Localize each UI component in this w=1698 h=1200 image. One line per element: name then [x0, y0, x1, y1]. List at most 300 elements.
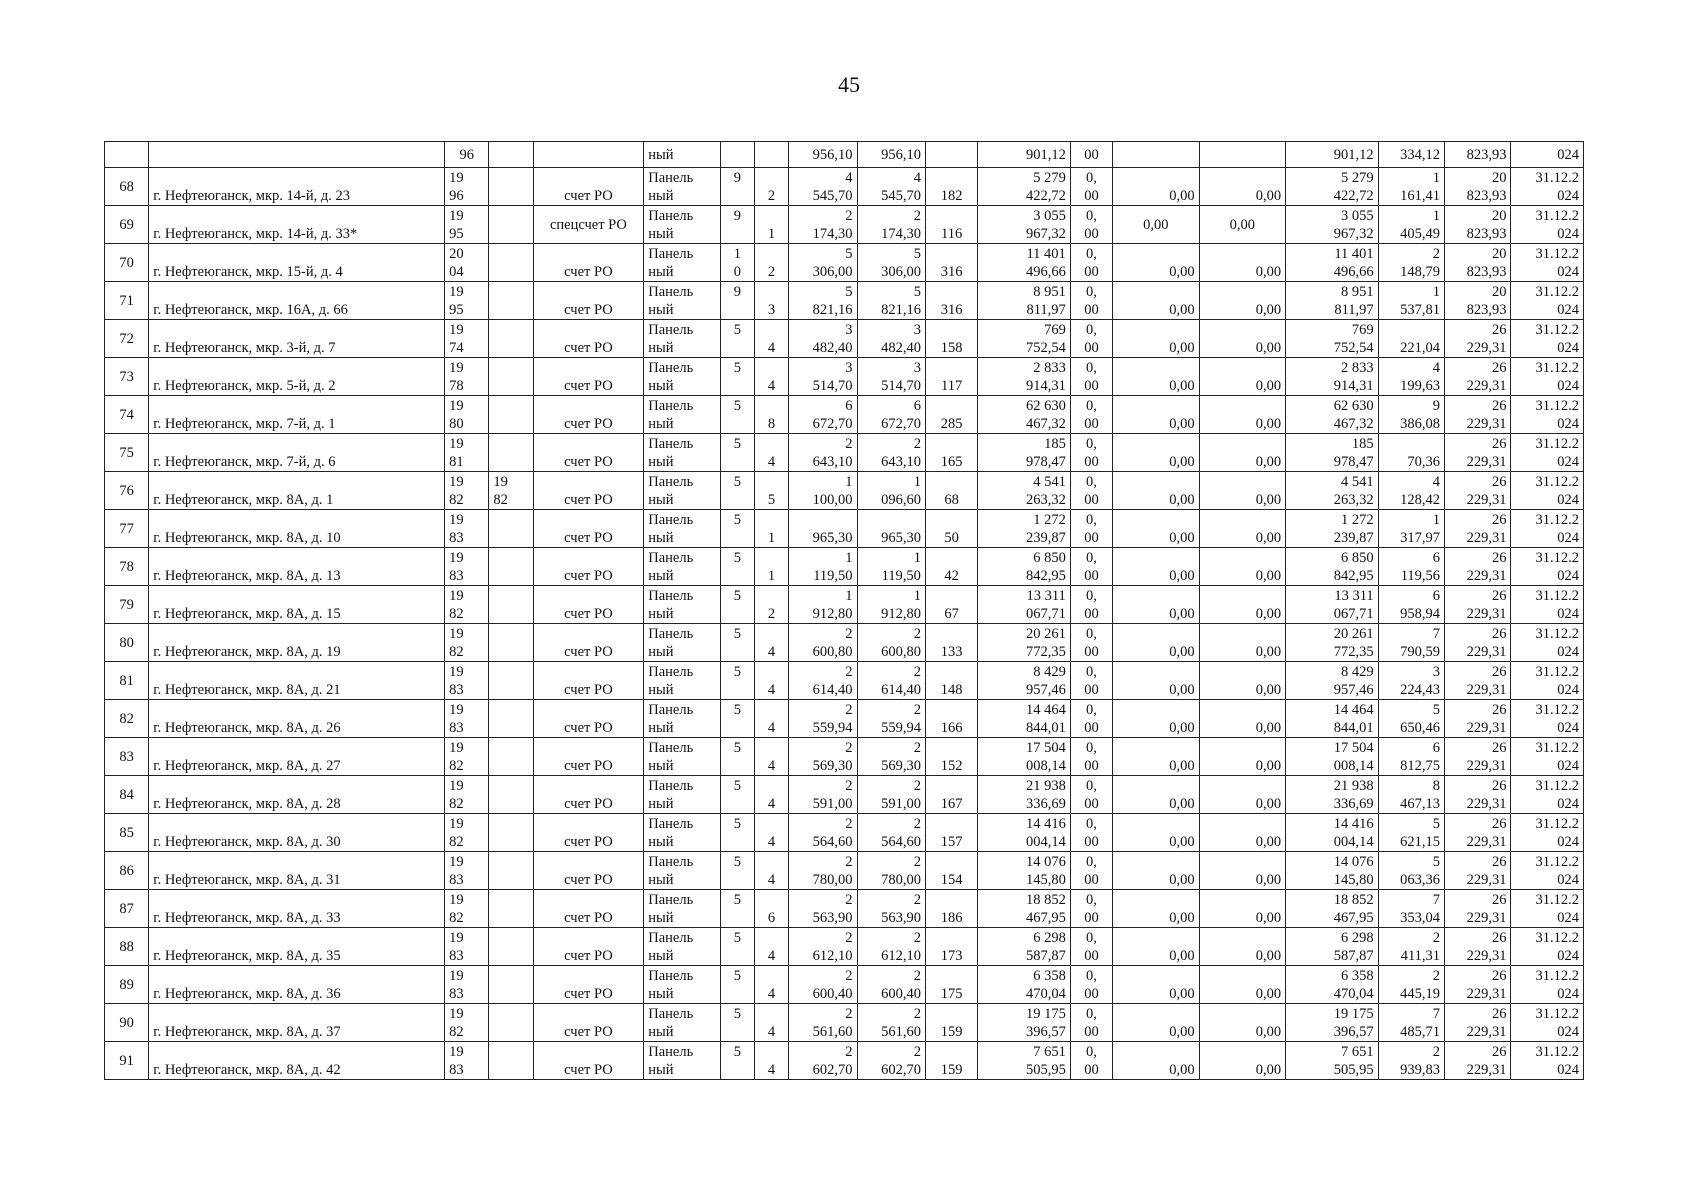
premises-area: 2 174,30	[857, 206, 925, 244]
municipal-funds: 0,00	[1199, 548, 1286, 586]
max-unit-cost: 20 823,93	[1445, 206, 1511, 244]
completion-date: 31.12.2 024	[1511, 282, 1584, 320]
commissioning-year	[489, 662, 533, 700]
table-row	[105, 510, 1584, 548]
federal-funds: 0, 00	[1070, 320, 1112, 358]
entrances-count: 4	[754, 738, 788, 776]
municipal-funds: 0,00	[1199, 434, 1286, 472]
completion-date: 31.12.2 024	[1511, 358, 1584, 396]
wall-material: Панель ный	[644, 738, 720, 776]
continuation-cell	[925, 142, 977, 168]
fund-account-type: счет РО	[533, 1004, 644, 1042]
max-unit-cost: 26 229,31	[1445, 358, 1511, 396]
building-address: г. Нефтеюганск, мкр. 8А, д. 1	[149, 472, 445, 510]
construction-year: 19 82	[445, 890, 489, 928]
owners-funds: 62 630 467,32	[1286, 396, 1379, 434]
row-number: 84	[105, 776, 149, 814]
regional-funds: 0,00	[1113, 776, 1200, 814]
commissioning-year	[489, 966, 533, 1004]
federal-funds: 0, 00	[1070, 928, 1112, 966]
construction-year: 20 04	[445, 244, 489, 282]
owners-funds: 769 752,54	[1286, 320, 1379, 358]
construction-year: 19 83	[445, 1042, 489, 1080]
wall-material: Панель ный	[644, 434, 720, 472]
total-cost: 5 279 422,72	[978, 168, 1071, 206]
wall-material: Панель ный	[644, 586, 720, 624]
construction-year: 19 83	[445, 662, 489, 700]
unit-cost: 1 537,81	[1378, 282, 1444, 320]
total-cost: 14 464 844,01	[978, 700, 1071, 738]
premises-area: 5 821,16	[857, 282, 925, 320]
building-address: г. Нефтеюганск, мкр. 8А, д. 10	[149, 510, 445, 548]
unit-cost: 1 161,41	[1378, 168, 1444, 206]
building-address: г. Нефтеюганск, мкр. 8А, д. 33	[149, 890, 445, 928]
municipal-funds: 0,00	[1199, 396, 1286, 434]
entrances-count: 4	[754, 1004, 788, 1042]
unit-cost: 221,04	[1378, 320, 1444, 358]
total-cost: 14 416 004,14	[978, 814, 1071, 852]
commissioning-year	[489, 510, 533, 548]
fund-account-type: счет РО	[533, 890, 644, 928]
floors-count: 5	[720, 700, 754, 738]
completion-date: 31.12.2 024	[1511, 852, 1584, 890]
municipal-funds: 0,00	[1199, 358, 1286, 396]
floors-count: 5	[720, 776, 754, 814]
municipal-funds: 0,00	[1199, 966, 1286, 1004]
fund-account-type: счет РО	[533, 396, 644, 434]
total-area: 2 591,00	[789, 776, 857, 814]
federal-funds: 0, 00	[1070, 852, 1112, 890]
row-number: 69	[105, 206, 149, 244]
premises-area: 2 643,10	[857, 434, 925, 472]
total-area: 2 600,80	[789, 624, 857, 662]
floors-count: 9	[720, 282, 754, 320]
regional-funds: 0,00	[1113, 928, 1200, 966]
wall-material: Панель ный	[644, 662, 720, 700]
commissioning-year	[489, 624, 533, 662]
floors-count: 5	[720, 662, 754, 700]
page-number: 45	[838, 72, 860, 97]
premises-area: 1 119,50	[857, 548, 925, 586]
residents-count: 117	[925, 358, 977, 396]
unit-cost: 6 958,94	[1378, 586, 1444, 624]
owners-funds: 6 850 842,95	[1286, 548, 1379, 586]
residents-count: 42	[925, 548, 977, 586]
building-address: г. Нефтеюганск, мкр. 8А, д. 37	[149, 1004, 445, 1042]
table-row	[105, 244, 1584, 282]
commissioning-year	[489, 548, 533, 586]
max-unit-cost: 26 229,31	[1445, 852, 1511, 890]
fund-account-type: счет РО	[533, 852, 644, 890]
row-number: 85	[105, 814, 149, 852]
residents-count: 67	[925, 586, 977, 624]
owners-funds: 19 175 396,57	[1286, 1004, 1379, 1042]
residents-count: 316	[925, 244, 977, 282]
continuation-cell	[105, 142, 149, 168]
entrances-count: 4	[754, 1042, 788, 1080]
construction-year: 19 82	[445, 814, 489, 852]
wall-material: Панель ный	[644, 700, 720, 738]
total-area: 965,30	[789, 510, 857, 548]
premises-area: 3 482,40	[857, 320, 925, 358]
row-number: 80	[105, 624, 149, 662]
residents-count: 175	[925, 966, 977, 1004]
row-number: 81	[105, 662, 149, 700]
fund-account-type: счет РО	[533, 738, 644, 776]
fund-account-type: счет РО	[533, 510, 644, 548]
entrances-count: 4	[754, 814, 788, 852]
completion-date: 31.12.2 024	[1511, 244, 1584, 282]
regional-funds: 0,00	[1113, 282, 1200, 320]
building-address: г. Нефтеюганск, мкр. 8А, д. 28	[149, 776, 445, 814]
wall-material: Панель ный	[644, 548, 720, 586]
regional-funds: 0,00	[1113, 814, 1200, 852]
max-unit-cost: 26 229,31	[1445, 1004, 1511, 1042]
unit-cost: 2 411,31	[1378, 928, 1444, 966]
floors-count: 5	[720, 852, 754, 890]
wall-material: Панель ный	[644, 206, 720, 244]
wall-material: Панель ный	[644, 168, 720, 206]
total-area: 2 602,70	[789, 1042, 857, 1080]
completion-date: 31.12.2 024	[1511, 168, 1584, 206]
commissioning-year: 19 82	[489, 472, 533, 510]
construction-year: 19 81	[445, 434, 489, 472]
municipal-funds: 0,00	[1199, 586, 1286, 624]
max-unit-cost: 20 823,93	[1445, 168, 1511, 206]
owners-funds: 2 833 914,31	[1286, 358, 1379, 396]
entrances-count: 1	[754, 206, 788, 244]
completion-date: 31.12.2 024	[1511, 738, 1584, 776]
total-cost: 4 541 263,32	[978, 472, 1071, 510]
continuation-cell: 901,12	[1286, 142, 1379, 168]
continuation-cell: 00	[1070, 142, 1112, 168]
total-area: 2 643,10	[789, 434, 857, 472]
continuation-cell	[754, 142, 788, 168]
unit-cost: 5 621,15	[1378, 814, 1444, 852]
entrances-count: 4	[754, 434, 788, 472]
row-number: 78	[105, 548, 149, 586]
table-row	[105, 814, 1584, 852]
floors-count: 5	[720, 928, 754, 966]
total-cost: 3 055 967,32	[978, 206, 1071, 244]
regional-funds: 0,00	[1113, 852, 1200, 890]
fund-account-type: счет РО	[533, 472, 644, 510]
building-address: г. Нефтеюганск, мкр. 7-й, д. 6	[149, 434, 445, 472]
premises-area: 4 545,70	[857, 168, 925, 206]
building-address: г. Нефтеюганск, мкр. 16А, д. 66	[149, 282, 445, 320]
max-unit-cost: 26 229,31	[1445, 814, 1511, 852]
total-area: 6 672,70	[789, 396, 857, 434]
row-number: 75	[105, 434, 149, 472]
table-row	[105, 624, 1584, 662]
wall-material: Панель ный	[644, 624, 720, 662]
unit-cost: 1 405,49	[1378, 206, 1444, 244]
commissioning-year	[489, 168, 533, 206]
table-row	[105, 966, 1584, 1004]
fund-account-type: счет РО	[533, 320, 644, 358]
max-unit-cost: 26 229,31	[1445, 434, 1511, 472]
row-number: 74	[105, 396, 149, 434]
premises-area: 2 591,00	[857, 776, 925, 814]
residents-count: 316	[925, 282, 977, 320]
residents-count: 186	[925, 890, 977, 928]
commissioning-year	[489, 282, 533, 320]
table-row	[105, 662, 1584, 700]
municipal-funds: 0,00	[1199, 852, 1286, 890]
regional-funds: 0,00	[1113, 1042, 1200, 1080]
federal-funds: 0, 00	[1070, 434, 1112, 472]
floors-count: 9	[720, 168, 754, 206]
building-address: г. Нефтеюганск, мкр. 8А, д. 36	[149, 966, 445, 1004]
unit-cost: 9 386,08	[1378, 396, 1444, 434]
federal-funds: 0, 00	[1070, 206, 1112, 244]
commissioning-year	[489, 434, 533, 472]
residents-count: 133	[925, 624, 977, 662]
building-address: г. Нефтеюганск, мкр. 14-й, д. 23	[149, 168, 445, 206]
fund-account-type: счет РО	[533, 700, 644, 738]
completion-date: 31.12.2 024	[1511, 1004, 1584, 1042]
entrances-count: 1	[754, 548, 788, 586]
construction-year: 19 83	[445, 510, 489, 548]
table-row	[105, 700, 1584, 738]
residents-count: 167	[925, 776, 977, 814]
construction-year: 19 83	[445, 852, 489, 890]
building-address: г. Нефтеюганск, мкр. 3-й, д. 7	[149, 320, 445, 358]
municipal-funds: 0,00	[1199, 890, 1286, 928]
municipal-funds: 0,00	[1199, 776, 1286, 814]
premises-area: 2 600,80	[857, 624, 925, 662]
row-number: 70	[105, 244, 149, 282]
premises-area: 2 561,60	[857, 1004, 925, 1042]
residents-count: 50	[925, 510, 977, 548]
row-number: 88	[105, 928, 149, 966]
max-unit-cost: 26 229,31	[1445, 738, 1511, 776]
commissioning-year	[489, 320, 533, 358]
premises-area: 6 672,70	[857, 396, 925, 434]
entrances-count: 4	[754, 358, 788, 396]
unit-cost: 5 063,36	[1378, 852, 1444, 890]
wall-material: Панель ный	[644, 852, 720, 890]
federal-funds: 0, 00	[1070, 472, 1112, 510]
municipal-funds: 0,00	[1199, 206, 1286, 244]
max-unit-cost: 26 229,31	[1445, 1042, 1511, 1080]
unit-cost: 7 790,59	[1378, 624, 1444, 662]
federal-funds: 0, 00	[1070, 244, 1112, 282]
total-area: 1 100,00	[789, 472, 857, 510]
total-area: 2 614,40	[789, 662, 857, 700]
row-number: 71	[105, 282, 149, 320]
completion-date: 31.12.2 024	[1511, 548, 1584, 586]
total-cost: 11 401 496,66	[978, 244, 1071, 282]
floors-count: 5	[720, 320, 754, 358]
premises-area: 1 912,80	[857, 586, 925, 624]
regional-funds: 0,00	[1113, 472, 1200, 510]
completion-date: 31.12.2 024	[1511, 662, 1584, 700]
premises-area: 2 600,40	[857, 966, 925, 1004]
construction-year: 19 78	[445, 358, 489, 396]
commissioning-year	[489, 890, 533, 928]
total-cost: 6 298 587,87	[978, 928, 1071, 966]
building-address: г. Нефтеюганск, мкр. 8А, д. 30	[149, 814, 445, 852]
max-unit-cost: 26 229,31	[1445, 510, 1511, 548]
premises-area: 5 306,00	[857, 244, 925, 282]
owners-funds: 5 279 422,72	[1286, 168, 1379, 206]
regional-funds: 0,00	[1113, 700, 1200, 738]
wall-material: Панель ный	[644, 890, 720, 928]
regional-funds: 0,00	[1113, 510, 1200, 548]
fund-account-type: счет РО	[533, 776, 644, 814]
unit-cost: 8 467,13	[1378, 776, 1444, 814]
table-row	[105, 1042, 1584, 1080]
building-address: г. Нефтеюганск, мкр. 7-й, д. 1	[149, 396, 445, 434]
total-area: 2 559,94	[789, 700, 857, 738]
total-area: 2 780,00	[789, 852, 857, 890]
wall-material: Панель ный	[644, 1004, 720, 1042]
housing-registry-table	[104, 141, 1584, 1080]
regional-funds: 0,00	[1113, 434, 1200, 472]
total-cost: 14 076 145,80	[978, 852, 1071, 890]
entrances-count: 8	[754, 396, 788, 434]
premises-area: 2 563,90	[857, 890, 925, 928]
wall-material: Панель ный	[644, 320, 720, 358]
floors-count: 5	[720, 1004, 754, 1042]
table-row	[105, 548, 1584, 586]
federal-funds: 0, 00	[1070, 1042, 1112, 1080]
construction-year: 19 83	[445, 700, 489, 738]
wall-material: Панель ный	[644, 1042, 720, 1080]
floors-count: 5	[720, 358, 754, 396]
wall-material: Панель ный	[644, 472, 720, 510]
unit-cost: 7 353,04	[1378, 890, 1444, 928]
entrances-count: 2	[754, 586, 788, 624]
municipal-funds: 0,00	[1199, 738, 1286, 776]
commissioning-year	[489, 244, 533, 282]
completion-date: 31.12.2 024	[1511, 776, 1584, 814]
floors-count: 5	[720, 890, 754, 928]
total-area: 2 569,30	[789, 738, 857, 776]
owners-funds: 20 261 772,35	[1286, 624, 1379, 662]
total-cost: 19 175 396,57	[978, 1004, 1071, 1042]
max-unit-cost: 20 823,93	[1445, 244, 1511, 282]
floors-count: 5	[720, 586, 754, 624]
commissioning-year	[489, 928, 533, 966]
building-address: г. Нефтеюганск, мкр. 5-й, д. 2	[149, 358, 445, 396]
premises-area: 1 096,60	[857, 472, 925, 510]
max-unit-cost: 26 229,31	[1445, 472, 1511, 510]
municipal-funds: 0,00	[1199, 244, 1286, 282]
municipal-funds: 0,00	[1199, 510, 1286, 548]
unit-cost: 6 119,56	[1378, 548, 1444, 586]
fund-account-type: счет РО	[533, 282, 644, 320]
completion-date: 31.12.2 024	[1511, 472, 1584, 510]
total-cost: 8 429 957,46	[978, 662, 1071, 700]
completion-date: 31.12.2 024	[1511, 206, 1584, 244]
residents-count: 182	[925, 168, 977, 206]
completion-date: 31.12.2 024	[1511, 320, 1584, 358]
continuation-cell: 823,93	[1445, 142, 1511, 168]
municipal-funds: 0,00	[1199, 662, 1286, 700]
total-cost: 13 311 067,71	[978, 586, 1071, 624]
max-unit-cost: 26 229,31	[1445, 548, 1511, 586]
municipal-funds: 0,00	[1199, 1004, 1286, 1042]
continuation-cell: 334,12	[1378, 142, 1444, 168]
row-number: 91	[105, 1042, 149, 1080]
regional-funds: 0,00	[1113, 586, 1200, 624]
municipal-funds: 0,00	[1199, 282, 1286, 320]
owners-funds: 14 416 004,14	[1286, 814, 1379, 852]
unit-cost: 2 939,83	[1378, 1042, 1444, 1080]
floors-count: 1 0	[720, 244, 754, 282]
residents-count: 154	[925, 852, 977, 890]
federal-funds: 0, 00	[1070, 662, 1112, 700]
unit-cost: 6 812,75	[1378, 738, 1444, 776]
residents-count: 152	[925, 738, 977, 776]
floors-count: 9	[720, 206, 754, 244]
unit-cost: 7 485,71	[1378, 1004, 1444, 1042]
regional-funds: 0,00	[1113, 548, 1200, 586]
wall-material: Панель ный	[644, 396, 720, 434]
construction-year: 19 82	[445, 1004, 489, 1042]
completion-date: 31.12.2 024	[1511, 510, 1584, 548]
completion-date: 31.12.2 024	[1511, 966, 1584, 1004]
entrances-count: 1	[754, 510, 788, 548]
row-number: 83	[105, 738, 149, 776]
commissioning-year	[489, 586, 533, 624]
unit-cost: 3 224,43	[1378, 662, 1444, 700]
floors-count: 5	[720, 738, 754, 776]
unit-cost: 1 317,97	[1378, 510, 1444, 548]
fund-account-type: счет РО	[533, 586, 644, 624]
max-unit-cost: 26 229,31	[1445, 662, 1511, 700]
regional-funds: 0,00	[1113, 1004, 1200, 1042]
building-address: г. Нефтеюганск, мкр. 8А, д. 26	[149, 700, 445, 738]
construction-year: 19 82	[445, 738, 489, 776]
owners-funds: 21 938 336,69	[1286, 776, 1379, 814]
row-number: 76	[105, 472, 149, 510]
premises-area: 2 614,40	[857, 662, 925, 700]
total-area: 5 821,16	[789, 282, 857, 320]
building-address: г. Нефтеюганск, мкр. 8А, д. 27	[149, 738, 445, 776]
federal-funds: 0, 00	[1070, 510, 1112, 548]
floors-count: 5	[720, 1042, 754, 1080]
municipal-funds: 0,00	[1199, 624, 1286, 662]
construction-year: 19 82	[445, 586, 489, 624]
table-row	[105, 396, 1584, 434]
wall-material: Панель ный	[644, 244, 720, 282]
building-address: г. Нефтеюганск, мкр. 8А, д. 21	[149, 662, 445, 700]
max-unit-cost: 20 823,93	[1445, 282, 1511, 320]
total-area: 2 174,30	[789, 206, 857, 244]
entrances-count: 4	[754, 700, 788, 738]
row-number: 73	[105, 358, 149, 396]
entrances-count: 4	[754, 776, 788, 814]
max-unit-cost: 26 229,31	[1445, 700, 1511, 738]
fund-account-type: счет РО	[533, 624, 644, 662]
regional-funds: 0,00	[1113, 966, 1200, 1004]
continuation-cell: ный	[644, 142, 720, 168]
completion-date: 31.12.2 024	[1511, 586, 1584, 624]
floors-count: 5	[720, 548, 754, 586]
total-cost: 62 630 467,32	[978, 396, 1071, 434]
regional-funds: 0,00	[1113, 206, 1200, 244]
max-unit-cost: 26 229,31	[1445, 396, 1511, 434]
construction-year: 19 82	[445, 472, 489, 510]
regional-funds: 0,00	[1113, 624, 1200, 662]
row-number: 68	[105, 168, 149, 206]
wall-material: Панель ный	[644, 776, 720, 814]
federal-funds: 0, 00	[1070, 548, 1112, 586]
owners-funds: 14 076 145,80	[1286, 852, 1379, 890]
